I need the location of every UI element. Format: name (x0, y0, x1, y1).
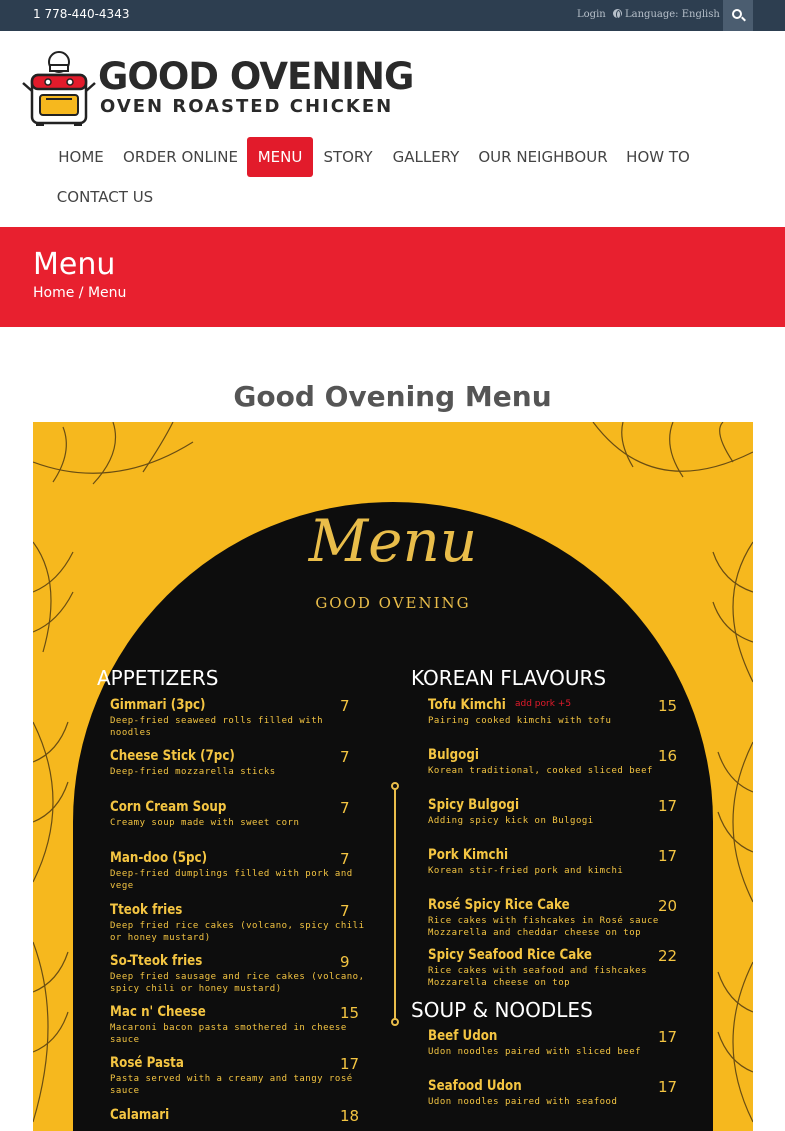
nav-menu[interactable]: MENU (247, 137, 313, 177)
item-name: Corn Cream Soup (110, 799, 227, 815)
item-name: Seafood Udon (428, 1078, 522, 1094)
item-price: 15 (340, 1004, 360, 1022)
content-heading: Good Ovening Menu (233, 380, 552, 413)
page-banner (0, 227, 785, 327)
oven-mascot-icon (20, 49, 98, 127)
login-link[interactable]: Login (577, 9, 606, 20)
item-name: So-Tteok fries (110, 953, 203, 969)
item-name: Pork Kimchi (428, 847, 509, 863)
item-desc: Creamy soup made with sweet corn (110, 818, 300, 828)
section-appetizers: APPETIZERS (97, 666, 219, 690)
item-desc: Rice cakes with fishcakes in Rosé sauce Mozzarella and cheddar cheese on top (428, 916, 659, 938)
item-desc: Udon noodles paired with seafood (428, 1097, 618, 1107)
item-price: 17 (658, 797, 678, 815)
breadcrumb-home[interactable]: Home (33, 285, 75, 301)
item-note: add pork +5 (515, 699, 572, 709)
item-desc: Deep fried sausage and rice cakes (volcano, spicy chili or honey mustard) (110, 972, 365, 994)
nav-order-online[interactable]: ORDER ONLINE (123, 148, 238, 166)
item-desc: Deep-fried mozzarella sticks (110, 767, 276, 777)
language-label: Language: English (625, 9, 720, 20)
globe-icon (613, 9, 622, 18)
item-name: Cheese Stick (7pc) (110, 748, 235, 764)
language-selector[interactable] (613, 9, 720, 20)
item-name: Man-doo (5pc) (110, 850, 208, 866)
item-desc: Deep-fried dumplings filled with pork and vege (110, 869, 353, 891)
nav-home[interactable]: HOME (58, 148, 104, 166)
search-button[interactable] (723, 0, 753, 31)
item-desc: Deep fried rice cakes (volcano, spicy chili or honey mustard) (110, 921, 365, 943)
menu-image (33, 422, 753, 1131)
item-desc: Korean stir-fried pork and kimchi (428, 866, 624, 876)
item-price: 7 (340, 902, 350, 920)
section-korean-flavours: KOREAN FLAVOURS (411, 666, 607, 690)
menu-script-title: Menu (308, 507, 478, 575)
item-name: Beef Udon (428, 1028, 498, 1044)
item-price: 9 (340, 953, 350, 971)
item-name: Spicy Bulgogi (428, 797, 520, 813)
breadcrumb-current: Menu (87, 285, 127, 301)
item-price: 17 (658, 847, 678, 865)
item-price: 17 (658, 1078, 678, 1096)
site-header (0, 31, 785, 227)
item-name: Calamari (110, 1107, 170, 1123)
item-desc: Deep-fried seaweed rolls filled with noodles (110, 716, 324, 738)
item-name: Spicy Seafood Rice Cake (428, 947, 592, 963)
breadcrumb (33, 285, 126, 301)
item-desc: Pairing cooked kimchi with tofu (428, 716, 612, 726)
item-name: Rosé Spicy Rice Cake (428, 897, 570, 913)
nav-gallery[interactable]: GALLERY (392, 148, 460, 166)
item-name: Bulgogi (428, 747, 479, 763)
item-desc: Udon noodles paired with sliced beef (428, 1047, 642, 1057)
item-price: 22 (658, 947, 678, 965)
item-desc: Pasta served with a creamy and tangy rosé sauce (110, 1074, 353, 1096)
section-soup-noodles: SOUP & NOODLES (411, 998, 593, 1022)
page-title: Menu (33, 247, 116, 282)
item-price: 17 (340, 1055, 360, 1073)
item-desc: Rice cakes with seafood and fishcakes Mozzarella cheese on top (428, 966, 647, 988)
nav-how-to[interactable]: HOW TO (626, 148, 690, 166)
item-price: 7 (340, 799, 350, 817)
column-divider (394, 786, 396, 1022)
nav-contact-us[interactable]: CONTACT US (56, 188, 154, 206)
menu-subtitle: GOOD OVENING (315, 594, 471, 612)
item-name: Rosé Pasta (110, 1055, 184, 1071)
nav-our-neighbour[interactable]: OUR NEIGHBOUR (478, 148, 608, 166)
item-price: 16 (658, 747, 678, 765)
item-price: 17 (658, 1028, 678, 1046)
top-bar (0, 0, 785, 31)
item-desc: Macaroni bacon pasta smothered in cheese sauce (110, 1023, 347, 1045)
site-logo[interactable] (20, 49, 414, 127)
logo-title: GOOD OVENING (98, 55, 414, 98)
item-desc: Adding spicy kick on Bulgogi (428, 816, 594, 826)
item-price: 7 (340, 850, 350, 868)
nav-story[interactable]: STORY (323, 148, 373, 166)
item-name: Tofu Kimchi (428, 697, 506, 713)
item-price: 20 (658, 897, 678, 915)
item-name: Mac n' Cheese (110, 1004, 206, 1020)
breadcrumb-separator: / (78, 285, 84, 301)
item-price: 18 (340, 1107, 360, 1125)
item-price: 7 (340, 748, 350, 766)
logo-subtitle: OVEN ROASTED CHICKEN (100, 96, 394, 117)
item-price: 15 (658, 697, 678, 715)
item-name: Gimmari (3pc) (110, 697, 206, 713)
item-price: 7 (340, 697, 350, 715)
phone-number[interactable]: 1 778-440-4343 (33, 7, 130, 21)
item-desc: Korean traditional, cooked sliced beef (428, 766, 653, 776)
item-name: Tteok fries (110, 902, 183, 918)
